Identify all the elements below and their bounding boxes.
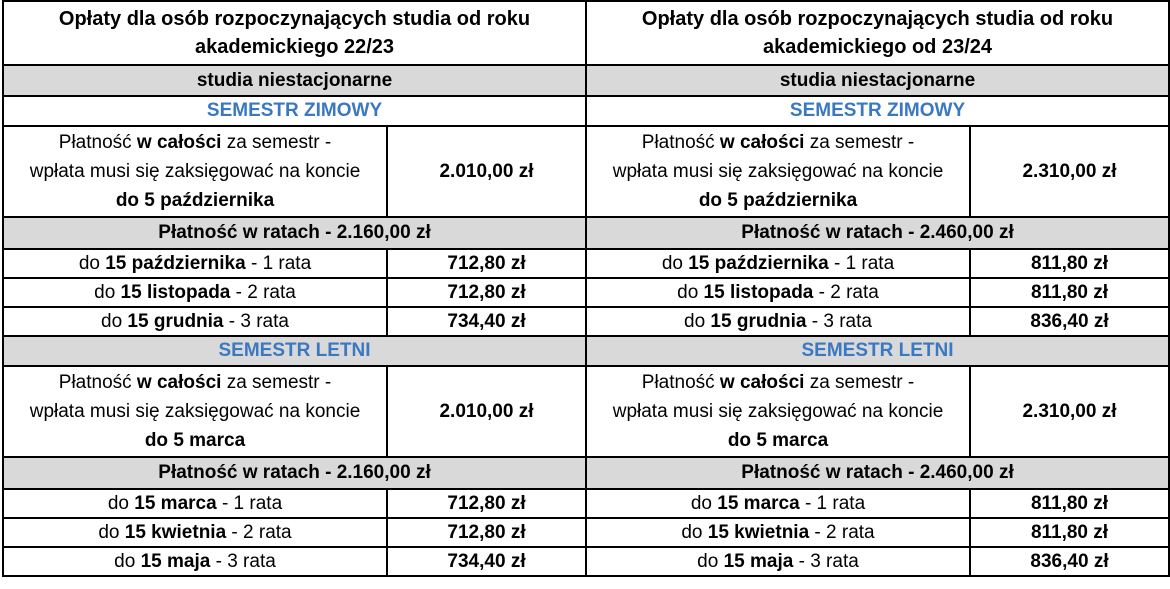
full-payment-deadline: do 5 października (115, 190, 275, 211)
table-row (586, 249, 1169, 278)
installment-label: do 15 kwietnia - 2 rata (586, 518, 970, 547)
full-payment-deadline: do 5 marca (727, 430, 829, 451)
installment-amount: 734,40 zł (387, 307, 586, 336)
table-row (586, 518, 1169, 547)
semester-header-winter: SEMESTR ZIMOWY (586, 96, 1169, 126)
full-payment-description: Płatność w całości za semestr - wpłata musi się zaksięgować na koncie do 5 marca (586, 366, 970, 457)
installment-label: do 15 października - 1 rata (3, 249, 387, 278)
installment-label: do 15 maja - 3 rata (3, 547, 387, 576)
study-mode: studia niestacjonarne (586, 65, 1169, 96)
installments-header: Płatność w ratach - 2.460,00 zł (586, 217, 1169, 249)
semester-header-summer: SEMESTR LETNI (3, 336, 586, 366)
fee-table-22-23 (2, 0, 587, 577)
installment-label: do 15 listopada - 2 rata (586, 278, 970, 307)
table-row (3, 278, 586, 307)
full-payment-description: Płatność w całości za semestr - wpłata musi się zaksięgować na koncie do 5 marca (3, 366, 387, 457)
installment-label: do 15 marca - 1 rata (586, 489, 970, 518)
table-row (3, 547, 586, 576)
title-line-1: Opłaty dla osób rozpoczynających studia od roku (641, 8, 1114, 30)
study-mode: studia niestacjonarne (3, 65, 586, 96)
full-payment-description: Płatność w całości za semestr - wpłata musi się zaksięgować na koncie do 5 października (3, 126, 387, 217)
installment-amount: 712,80 zł (387, 249, 586, 278)
installment-amount: 811,80 zł (970, 518, 1169, 547)
fee-table-23-24 (585, 0, 1170, 577)
table-row (3, 307, 586, 336)
installments-header: Płatność w ratach - 2.460,00 zł (586, 457, 1169, 489)
title-line-2: akademickiego od 23/24 (763, 36, 993, 58)
table-row (586, 547, 1169, 576)
full-payment-amount: 2.010,00 zł (387, 366, 586, 457)
installment-label: do 15 grudnia - 3 rata (3, 307, 387, 336)
table-row (586, 489, 1169, 518)
semester-header-winter: SEMESTR ZIMOWY (3, 96, 586, 126)
installment-label: do 15 maja - 3 rata (586, 547, 970, 576)
installment-amount: 836,40 zł (970, 307, 1169, 336)
semester-header-summer: SEMESTR LETNI (586, 336, 1169, 366)
table-title (586, 1, 1169, 65)
full-payment-deadline: do 5 października (698, 190, 858, 211)
full-payment-deadline: do 5 marca (144, 430, 246, 451)
installment-amount: 712,80 zł (387, 278, 586, 307)
table-row (586, 278, 1169, 307)
full-payment-description: Płatność w całości za semestr - wpłata musi się zaksięgować na koncie do 5 października (586, 126, 970, 217)
installment-label: do 15 kwietnia - 2 rata (3, 518, 387, 547)
table-row (3, 489, 586, 518)
table-row (3, 249, 586, 278)
installment-amount: 836,40 zł (970, 547, 1169, 576)
full-payment-amount: 2.010,00 zł (387, 126, 586, 217)
installment-amount: 811,80 zł (970, 489, 1169, 518)
full-payment-amount: 2.310,00 zł (970, 366, 1169, 457)
full-payment-amount: 2.310,00 zł (970, 126, 1169, 217)
installments-header: Płatność w ratach - 2.160,00 zł (3, 457, 586, 489)
installments-header: Płatność w ratach - 2.160,00 zł (3, 217, 586, 249)
title-line-2: akademickiego 22/23 (195, 36, 395, 58)
installment-amount: 811,80 zł (970, 249, 1169, 278)
installment-label: do 15 grudnia - 3 rata (586, 307, 970, 336)
title-line-1: Opłaty dla osób rozpoczynających studia od roku (58, 8, 531, 30)
installment-label: do 15 listopada - 2 rata (3, 278, 387, 307)
installment-label: do 15 października - 1 rata (586, 249, 970, 278)
table-row (586, 307, 1169, 336)
installment-amount: 811,80 zł (970, 278, 1169, 307)
installment-amount: 734,40 zł (387, 547, 586, 576)
installment-amount: 712,80 zł (387, 518, 586, 547)
installment-label: do 15 marca - 1 rata (3, 489, 387, 518)
table-row (3, 518, 586, 547)
installment-amount: 712,80 zł (387, 489, 586, 518)
table-title (3, 1, 586, 65)
